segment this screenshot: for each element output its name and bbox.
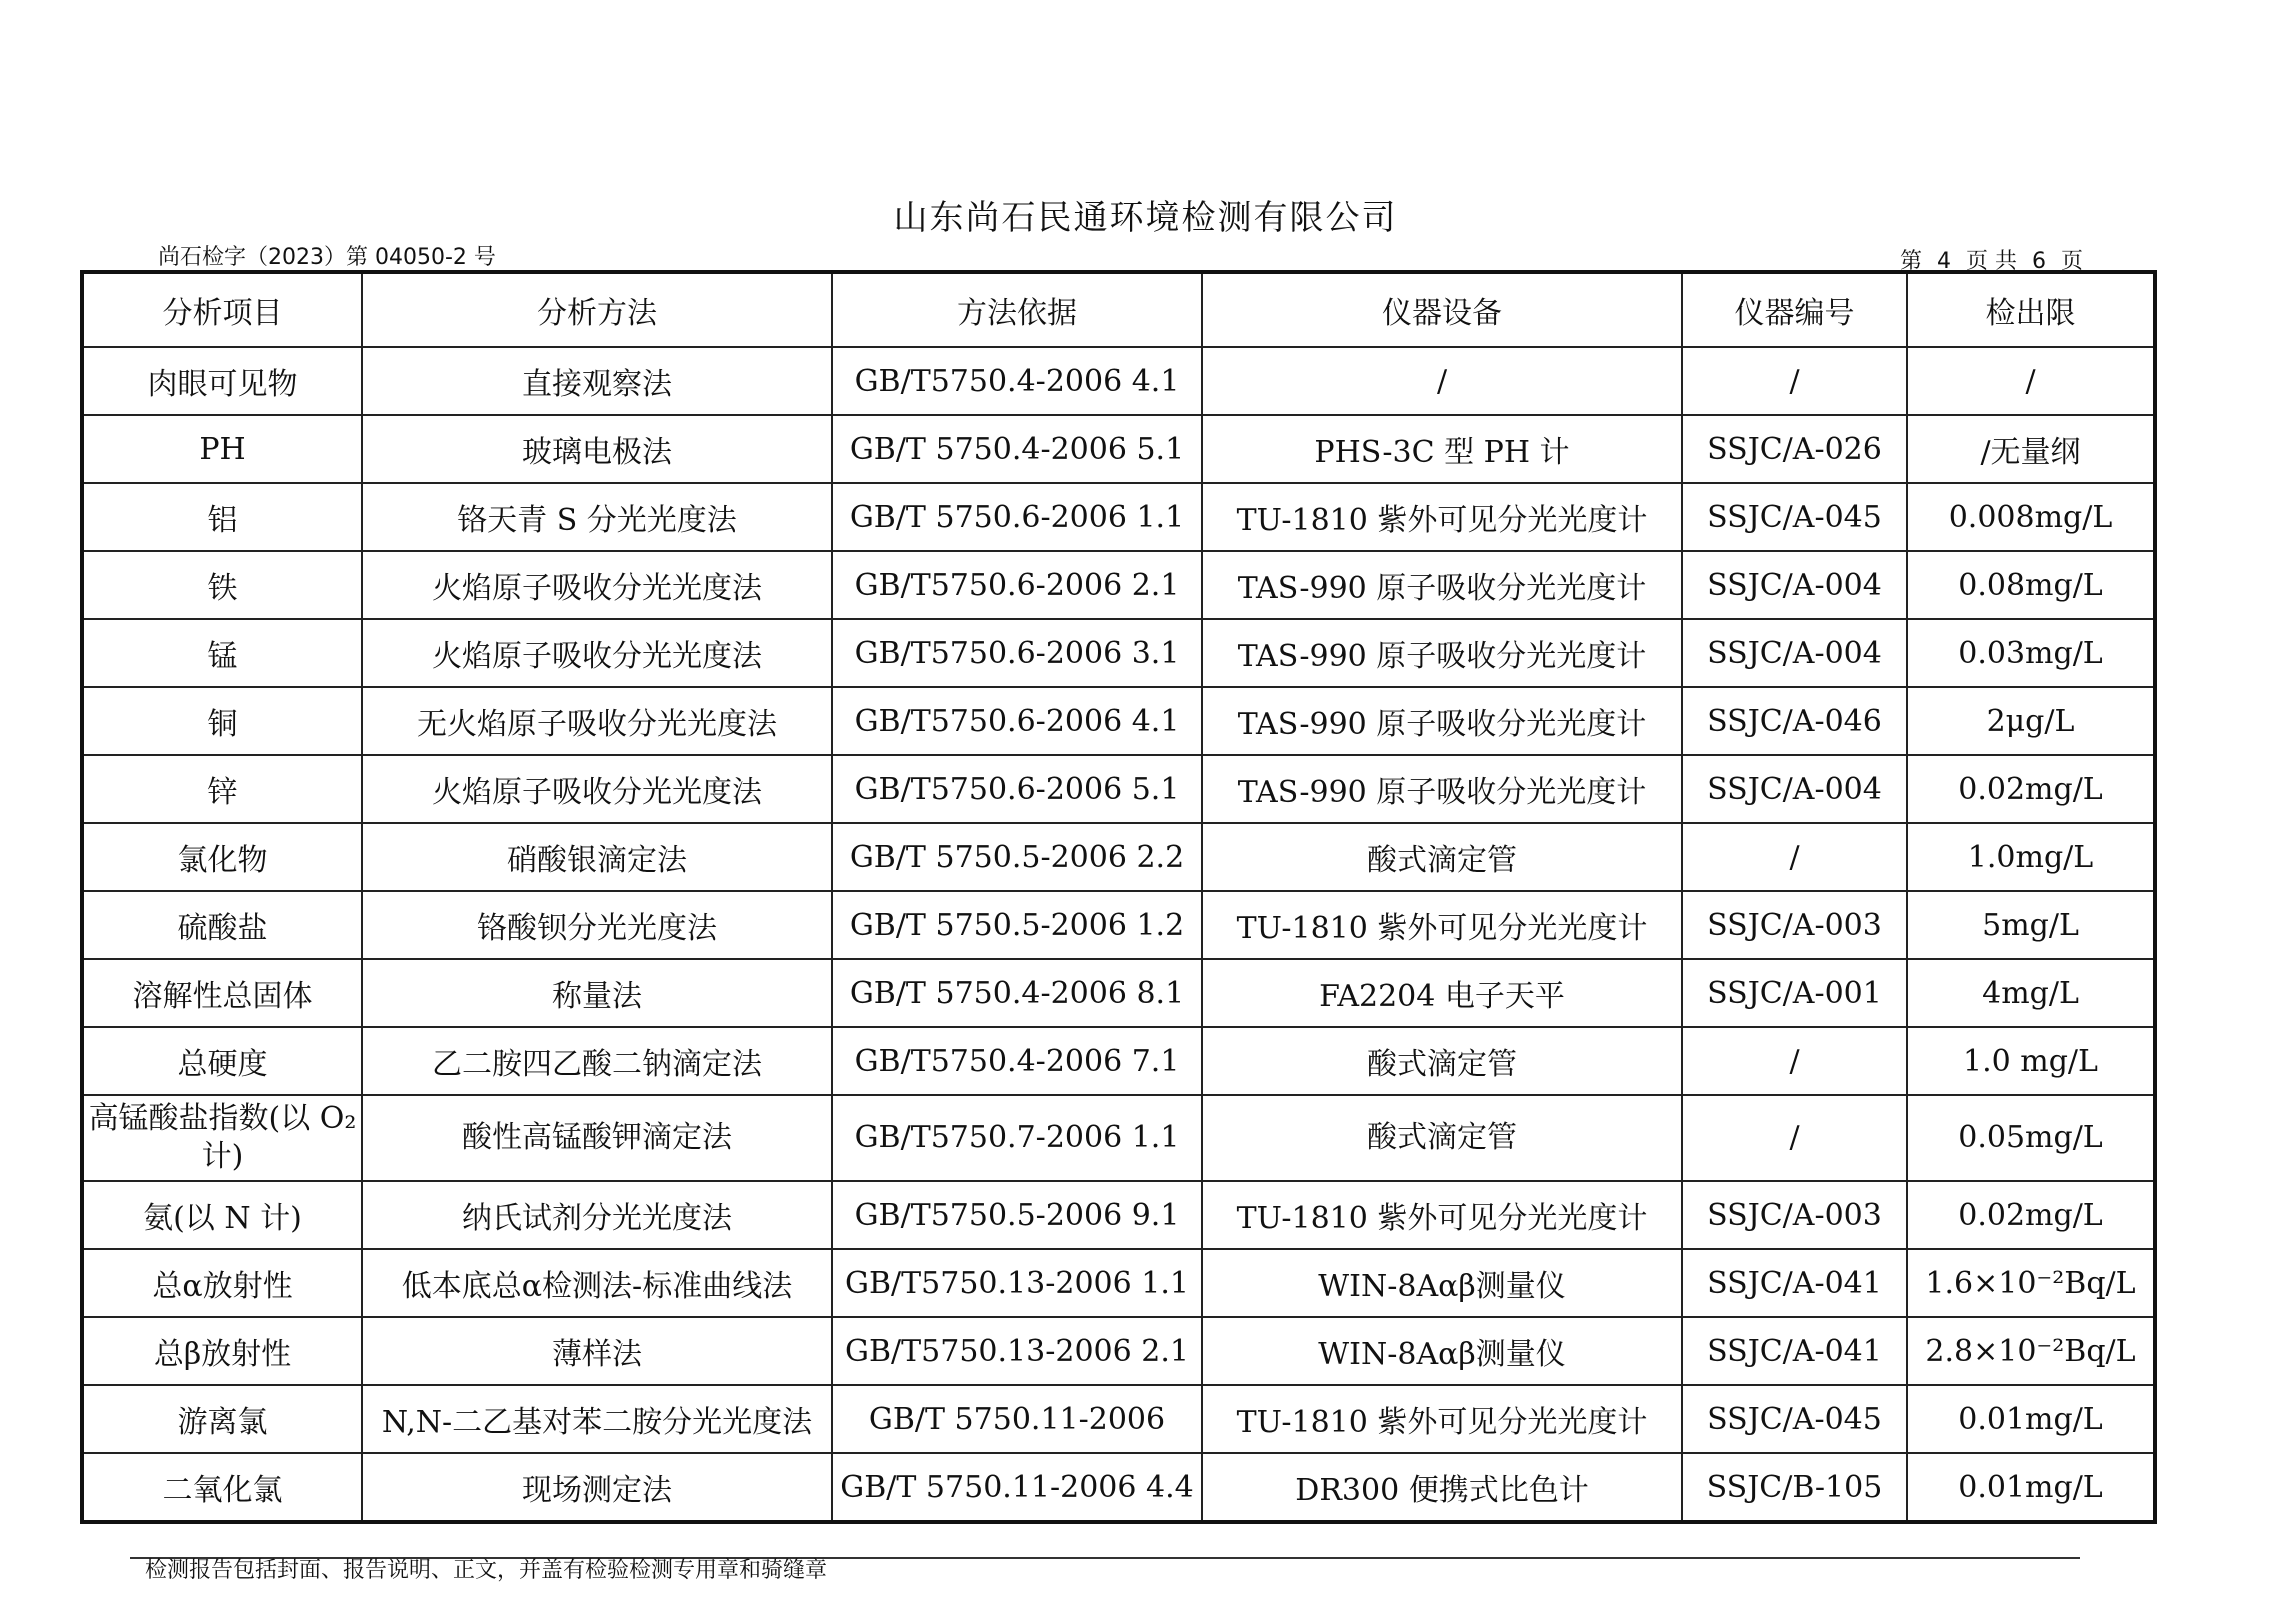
cell-detection-limit: 0.05mg/L <box>1907 1095 2155 1181</box>
cell-instrument: TU-1810 紫外可见分光光度计 <box>1202 1385 1682 1453</box>
cell-instrument-id: SSJC/A-003 <box>1682 1181 1907 1249</box>
cell-method-basis: GB/T 5750.4-2006 8.1 <box>832 959 1202 1027</box>
cell-detection-limit: 0.008mg/L <box>1907 483 2155 551</box>
cell-method-basis: GB/T5750.13-2006 2.1 <box>832 1317 1202 1385</box>
cell-detection-limit: 0.02mg/L <box>1907 755 2155 823</box>
cell-detection-limit: 1.6×10⁻²Bq/L <box>1907 1249 2155 1317</box>
table-row <box>82 1027 2155 1095</box>
cell-instrument-id: SSJC/A-004 <box>1682 551 1907 619</box>
cell-analysis-method: 低本底总α检测法-标准曲线法 <box>362 1249 832 1317</box>
table-row <box>82 959 2155 1027</box>
cell-analysis-item: 总硬度 <box>82 1027 362 1095</box>
cell-detection-limit: 1.0mg/L <box>1907 823 2155 891</box>
table-row <box>82 483 2155 551</box>
table-row <box>82 415 2155 483</box>
table-row <box>82 1095 2155 1181</box>
cell-instrument-id: SSJC/A-004 <box>1682 755 1907 823</box>
page-total: 6 <box>2032 249 2047 274</box>
cell-method-basis: GB/T5750.13-2006 1.1 <box>832 1249 1202 1317</box>
cell-method-basis: GB/T5750.5-2006 9.1 <box>832 1181 1202 1249</box>
table-row <box>82 1317 2155 1385</box>
cell-detection-limit: 2.8×10⁻²Bq/L <box>1907 1317 2155 1385</box>
cell-analysis-item: PH <box>82 415 362 483</box>
cell-analysis-method: 硝酸银滴定法 <box>362 823 832 891</box>
cell-method-basis: GB/T 5750.6-2006 1.1 <box>832 483 1202 551</box>
footer-note: 检测报告包括封面、报告说明、正文，并盖有检验检测专用章和骑缝章 <box>145 1558 828 1583</box>
cell-detection-limit: 1.0 mg/L <box>1907 1027 2155 1095</box>
table-row <box>82 551 2155 619</box>
cell-detection-limit: 0.08mg/L <box>1907 551 2155 619</box>
header-detection-limit: 检出限 <box>1907 272 2155 347</box>
cell-detection-limit: 0.01mg/L <box>1907 1453 2155 1522</box>
cell-detection-limit: /无量纲 <box>1907 415 2155 483</box>
cell-method-basis: GB/T 5750.11-2006 <box>832 1385 1202 1453</box>
page-label-suffix: 页 <box>2061 249 2084 274</box>
cell-method-basis: GB/T5750.7-2006 1.1 <box>832 1095 1202 1181</box>
cell-method-basis: GB/T5750.6-2006 5.1 <box>832 755 1202 823</box>
cell-instrument: WIN-8Aαβ测量仪 <box>1202 1249 1682 1317</box>
cell-instrument-id: SSJC/A-045 <box>1682 483 1907 551</box>
cell-detection-limit: 2μg/L <box>1907 687 2155 755</box>
table-row <box>82 687 2155 755</box>
cell-analysis-item: 总α放射性 <box>82 1249 362 1317</box>
cell-instrument: TAS-990 原子吸收分光光度计 <box>1202 551 1682 619</box>
company-name: 山东尚石民通环境检测有限公司 <box>893 198 1398 238</box>
report-number: 尚石检字（2023）第 04050-2 号 <box>158 245 496 270</box>
cell-detection-limit: 5mg/L <box>1907 891 2155 959</box>
cell-instrument: PHS-3C 型 PH 计 <box>1202 415 1682 483</box>
cell-instrument: DR300 便携式比色计 <box>1202 1453 1682 1522</box>
cell-method-basis: GB/T5750.4-2006 4.1 <box>832 347 1202 415</box>
cell-analysis-method: 铬天青 S 分光光度法 <box>362 483 832 551</box>
cell-analysis-method: 薄样法 <box>362 1317 832 1385</box>
page-label-mid: 页 共 <box>1966 249 2018 274</box>
cell-analysis-method: 火焰原子吸收分光光度法 <box>362 755 832 823</box>
cell-instrument: TU-1810 紫外可见分光光度计 <box>1202 483 1682 551</box>
cell-analysis-item: 溶解性总固体 <box>82 959 362 1027</box>
header-instrument-id: 仪器编号 <box>1682 272 1907 347</box>
cell-analysis-method: 玻璃电极法 <box>362 415 832 483</box>
table-row <box>82 823 2155 891</box>
header-analysis-method: 分析方法 <box>362 272 832 347</box>
cell-instrument-id: / <box>1682 347 1907 415</box>
cell-detection-limit: 4mg/L <box>1907 959 2155 1027</box>
table-row <box>82 1181 2155 1249</box>
cell-instrument: 酸式滴定管 <box>1202 1027 1682 1095</box>
cell-method-basis: GB/T 5750.4-2006 5.1 <box>832 415 1202 483</box>
table-row <box>82 1453 2155 1522</box>
cell-instrument: FA2204 电子天平 <box>1202 959 1682 1027</box>
cell-instrument-id: / <box>1682 1027 1907 1095</box>
cell-analysis-item: 硫酸盐 <box>82 891 362 959</box>
cell-instrument-id: SSJC/A-046 <box>1682 687 1907 755</box>
cell-detection-limit: 0.02mg/L <box>1907 1181 2155 1249</box>
page-label-prefix: 第 <box>1900 249 1923 274</box>
cell-analysis-item: 锌 <box>82 755 362 823</box>
table-row <box>82 1249 2155 1317</box>
cell-analysis-item: 肉眼可见物 <box>82 347 362 415</box>
cell-instrument: 酸式滴定管 <box>1202 823 1682 891</box>
cell-analysis-item: 氨(以 N 计) <box>82 1181 362 1249</box>
cell-analysis-method: N,N-二乙基对苯二胺分光光度法 <box>362 1385 832 1453</box>
cell-analysis-method: 称量法 <box>362 959 832 1027</box>
cell-instrument-id: SSJC/A-004 <box>1682 619 1907 687</box>
table-body <box>82 347 2155 1522</box>
cell-analysis-method: 火焰原子吸收分光光度法 <box>362 619 832 687</box>
cell-instrument-id: SSJC/A-003 <box>1682 891 1907 959</box>
cell-instrument: 酸式滴定管 <box>1202 1095 1682 1181</box>
cell-analysis-method: 乙二胺四乙酸二钠滴定法 <box>362 1027 832 1095</box>
cell-analysis-item: 锰 <box>82 619 362 687</box>
cell-instrument: TAS-990 原子吸收分光光度计 <box>1202 619 1682 687</box>
table-row <box>82 891 2155 959</box>
cell-method-basis: GB/T 5750.5-2006 1.2 <box>832 891 1202 959</box>
cell-analysis-item: 铜 <box>82 687 362 755</box>
cell-analysis-item: 总β放射性 <box>82 1317 362 1385</box>
analysis-methods-table <box>80 270 2157 1524</box>
cell-analysis-item: 铝 <box>82 483 362 551</box>
table-row <box>82 619 2155 687</box>
header-instrument: 仪器设备 <box>1202 272 1682 347</box>
cell-instrument-id: / <box>1682 823 1907 891</box>
cell-analysis-method: 直接观察法 <box>362 347 832 415</box>
cell-analysis-item: 高锰酸盐指数(以 O₂计) <box>82 1095 362 1181</box>
cell-method-basis: GB/T5750.6-2006 3.1 <box>832 619 1202 687</box>
cell-analysis-method: 酸性高锰酸钾滴定法 <box>362 1095 832 1181</box>
cell-instrument-id: SSJC/A-001 <box>1682 959 1907 1027</box>
table-row <box>82 755 2155 823</box>
cell-analysis-item: 氯化物 <box>82 823 362 891</box>
cell-analysis-method: 铬酸钡分光光度法 <box>362 891 832 959</box>
cell-instrument-id: SSJC/A-041 <box>1682 1249 1907 1317</box>
cell-detection-limit: 0.03mg/L <box>1907 619 2155 687</box>
cell-instrument: TAS-990 原子吸收分光光度计 <box>1202 755 1682 823</box>
cell-instrument-id: SSJC/A-045 <box>1682 1385 1907 1453</box>
table-row <box>82 347 2155 415</box>
cell-analysis-item: 铁 <box>82 551 362 619</box>
cell-instrument: / <box>1202 347 1682 415</box>
cell-instrument-id: SSJC/B-105 <box>1682 1453 1907 1522</box>
cell-analysis-method: 纳氏试剂分光光度法 <box>362 1181 832 1249</box>
cell-instrument: TU-1810 紫外可见分光光度计 <box>1202 1181 1682 1249</box>
page-current: 4 <box>1937 249 1952 274</box>
cell-instrument-id: / <box>1682 1095 1907 1181</box>
header-analysis-item: 分析项目 <box>82 272 362 347</box>
cell-analysis-method: 无火焰原子吸收分光光度法 <box>362 687 832 755</box>
header-method-basis: 方法依据 <box>832 272 1202 347</box>
cell-method-basis: GB/T 5750.11-2006 4.4 <box>832 1453 1202 1522</box>
cell-method-basis: GB/T5750.4-2006 7.1 <box>832 1027 1202 1095</box>
cell-analysis-item: 二氧化氯 <box>82 1453 362 1522</box>
cell-instrument: WIN-8Aαβ测量仪 <box>1202 1317 1682 1385</box>
cell-method-basis: GB/T 5750.5-2006 2.2 <box>832 823 1202 891</box>
cell-instrument: TU-1810 紫外可见分光光度计 <box>1202 891 1682 959</box>
table-header-row <box>82 272 2155 347</box>
cell-detection-limit: 0.01mg/L <box>1907 1385 2155 1453</box>
cell-method-basis: GB/T5750.6-2006 4.1 <box>832 687 1202 755</box>
cell-method-basis: GB/T5750.6-2006 2.1 <box>832 551 1202 619</box>
table-row <box>82 1385 2155 1453</box>
cell-instrument-id: SSJC/A-041 <box>1682 1317 1907 1385</box>
cell-detection-limit: / <box>1907 347 2155 415</box>
cell-analysis-item: 游离氯 <box>82 1385 362 1453</box>
cell-instrument-id: SSJC/A-026 <box>1682 415 1907 483</box>
cell-analysis-method: 现场测定法 <box>362 1453 832 1522</box>
cell-analysis-method: 火焰原子吸收分光光度法 <box>362 551 832 619</box>
cell-instrument: TAS-990 原子吸收分光光度计 <box>1202 687 1682 755</box>
